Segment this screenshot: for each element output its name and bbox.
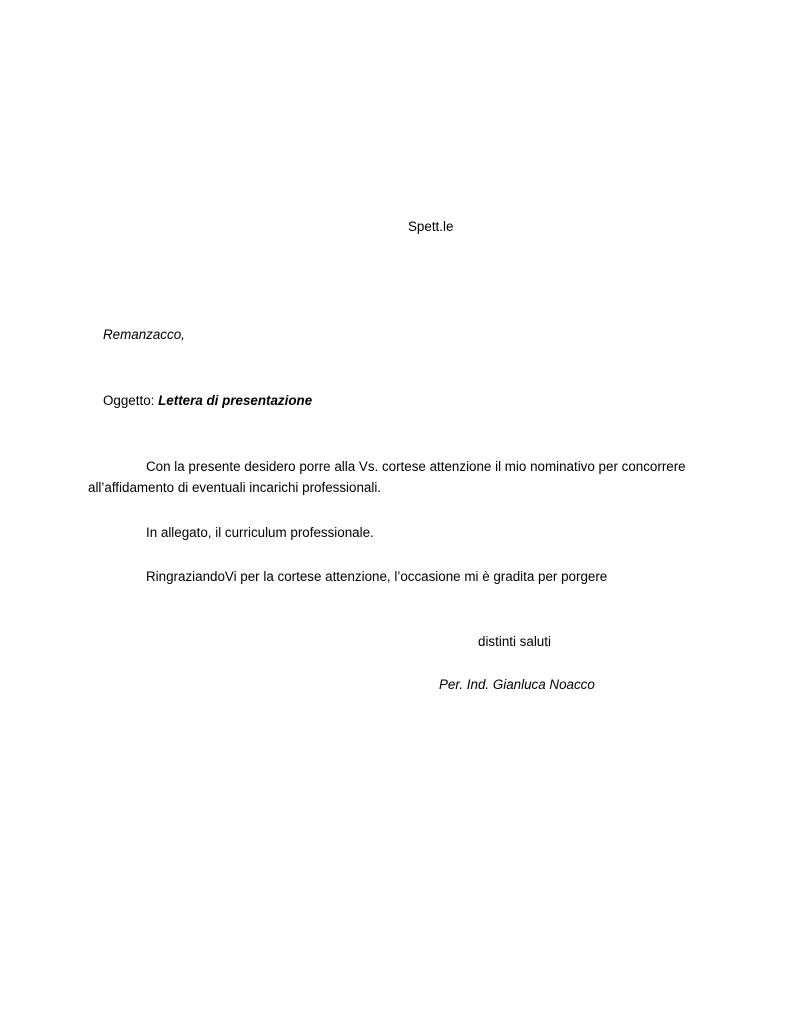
subject-title: Lettera di presentazione (158, 393, 313, 408)
paragraph-1-line-1: Con la presente desidero porre alla Vs. cortese attenzione il mio nominativo per concorrere (146, 459, 686, 474)
place-date: Remanzacco, (103, 327, 185, 342)
paragraph-1-line-2: all’affidamento di eventuali incarichi professionali. (88, 480, 382, 495)
signature-name: Per. Ind. Gianluca Noacco (439, 677, 595, 692)
paragraph-2: In allegato, il curriculum professionale. (146, 525, 374, 540)
subject-label: Oggetto: (103, 393, 155, 408)
addressee: Spett.le (408, 219, 454, 234)
closing-salutation: distinti saluti (478, 634, 551, 649)
subject-line (103, 393, 312, 409)
paragraph-3: RingraziandoVi per la cortese attenzione, l’occasione mi è gradita per porgere (146, 569, 608, 584)
